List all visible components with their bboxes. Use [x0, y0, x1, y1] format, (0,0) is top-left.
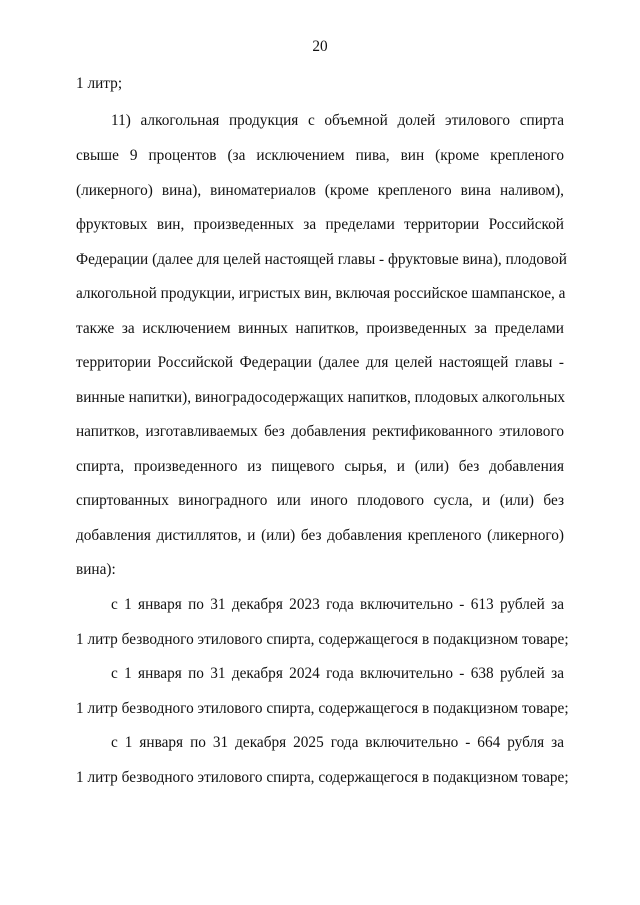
text-line: фруктовых вин, произведенных за пределами территории Российской: [76, 216, 564, 233]
text-line: спирта, произведенного из пищевого сырья, и (или) без добавления: [76, 458, 564, 475]
text-line: спиртованных виноградного или иного плодового сусла, и (или) без: [76, 492, 564, 509]
text-line: 1 литр безводного этилового спирта, содержащегося в подакцизном товаре;: [76, 700, 569, 717]
text-line: напитков, изготавливаемых без добавления ректификованного этилового: [76, 423, 564, 440]
text-line: 1 литр безводного этилового спирта, содержащегося в подакцизном товаре;: [76, 769, 569, 786]
paragraph-11-start: 11) алкогольная продукция с объемной долей этилового спирта: [111, 112, 564, 129]
text-line: 1 литр безводного этилового спирта, содержащегося в подакцизном товаре;: [76, 631, 569, 648]
rate-2025-line: с 1 января по 31 декабря 2025 года включительно - 664 рубля за: [111, 734, 564, 751]
text-line: добавления дистиллятов, и (или) без добавления крепленого (ликерного): [76, 527, 564, 544]
text-line: вина):: [76, 561, 116, 578]
text-line: также за исключением винных напитков, произведенных за пределами: [76, 320, 564, 337]
rate-2024-line: с 1 января по 31 декабря 2024 года включительно - 638 рублей за: [111, 665, 564, 682]
text-line: территории Российской Федерации (далее для целей настоящей главы -: [76, 354, 564, 371]
text-line: 1 литр;: [76, 75, 123, 92]
text-line: Федерации (далее для целей настоящей главы - фруктовые вина), плодовой: [76, 251, 567, 268]
rate-2023-line: с 1 января по 31 декабря 2023 года включительно - 613 рублей за: [111, 596, 564, 613]
page-number: 20: [312, 38, 328, 55]
text-line: свыше 9 процентов (за исключением пива, вин (кроме крепленого: [76, 147, 564, 164]
text-line: алкогольной продукции, игристых вин, включая российское шампанское, а: [76, 285, 566, 302]
text-line: (ликерного) вина), виноматериалов (кроме крепленого вина наливом),: [76, 182, 564, 199]
text-line: винные напитки), виноградосодержащих напитков, плодовых алкогольных: [76, 389, 566, 406]
